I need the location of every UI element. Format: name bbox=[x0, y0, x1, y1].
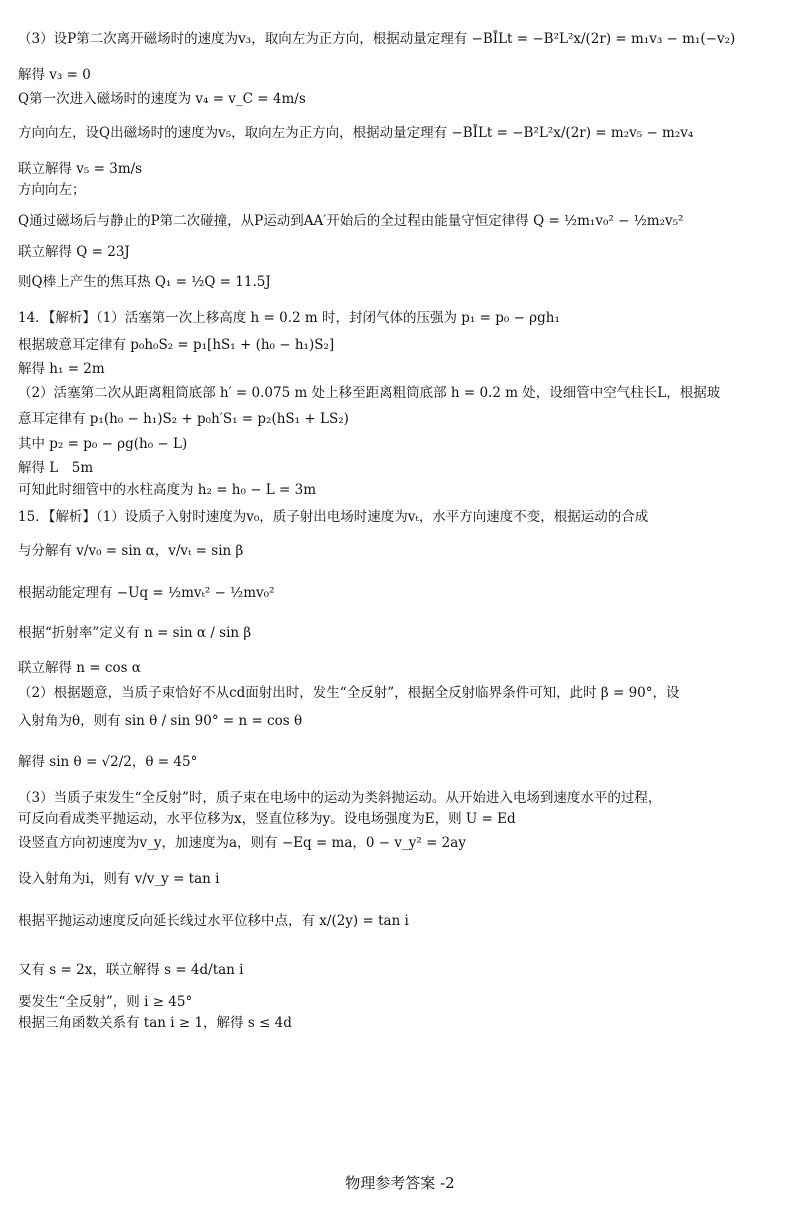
line-7: Q通过磁场后与静止的P第二次碰撞，从P运动到AA′开始后的全过程由能量守恒定律得 Q = ½m₁v₀² − ½m₂v₅² bbox=[18, 213, 684, 229]
line-15: 其中 p₂ = p₀ − ρg(h₀ − L) bbox=[18, 436, 188, 452]
line-11: 根据玻意耳定律有 p₀h₀S₂ = p₁[hS₁ + (h₀ − h₁)S₂] bbox=[18, 337, 335, 353]
line-17: 可知此时细管中的水柱高度为 h₂ = h₀ − L = 3m bbox=[18, 482, 317, 498]
line-19: 与分解有 v/v₀ = sin α，v/vₜ = sin β bbox=[18, 543, 244, 559]
line-6: 方向向左； bbox=[18, 182, 86, 198]
line-13: （2）活塞第二次从距离粗筒底部 h′ = 0.075 m 处上移至距离粗筒底部 h = 0.2 m 处，设细管中空气柱长L，根据玻 bbox=[18, 385, 721, 401]
line-30: 根据平抛运动速度反向延长线过水平位移中点，有 x/(2y) = tan i bbox=[18, 913, 409, 929]
page-footer: 物理参考答案 -2 bbox=[345, 1174, 455, 1192]
line-5: 联立解得 v₅ = 3m/s bbox=[18, 161, 143, 177]
line-24: 入射角为θ，则有 sin θ / sin 90° = n = cos θ bbox=[18, 713, 303, 729]
line-12: 解得 h₁ = 2m bbox=[18, 361, 105, 377]
line-33: 根据三角函数关系有 tan i ≥ 1，解得 s ≤ 4d bbox=[18, 1015, 292, 1031]
line-32: 要发生“全反射”，则 i ≥ 45° bbox=[18, 994, 193, 1010]
line-8: 联立解得 Q = 23J bbox=[18, 244, 130, 260]
line-14: 意耳定律有 p₁(h₀ − h₁)S₂ + p₀h′S₁ = p₂(hS₁ + LS₂) bbox=[18, 411, 349, 427]
line-20: 根据动能定理有 −Uq = ½mvₜ² − ½mv₀² bbox=[18, 585, 275, 601]
line-23: （2）根据题意，当质子束恰好不从cd面射出时，发生“全反射”，根据全反射临界条件可知，此时 β = 90°，设 bbox=[18, 685, 680, 701]
line-26: （3）当质子束发生“全反射”时，质子束在电场中的运动为类斜抛运动。从开始进入电场到速度水平的过程， bbox=[18, 790, 662, 806]
line-29: 设入射角为i，则有 v/v_y = tan i bbox=[18, 871, 220, 887]
line-1: （3）设P第二次离开磁场时的速度为v₃，取向左为正方向，根据动量定理有 −BĪLt = −B²L²x/(2r) = m₁v₃ − m₁(−v₂) bbox=[18, 31, 736, 47]
line-9: 则Q棒上产生的焦耳热 Q₁ = ½Q = 11.5J bbox=[18, 274, 271, 290]
line-10: 14．【解析】（1）活塞第一次上移高度 h = 0.2 m 时，封闭气体的压强为 p₁ = p₀ − ρgh₁ bbox=[18, 310, 560, 326]
line-31: 又有 s = 2x，联立解得 s = 4d/tan i bbox=[18, 962, 244, 978]
line-2: 解得 v₃ = 0 bbox=[18, 67, 91, 83]
line-21: 根据“折射率”定义有 n = sin α / sin β bbox=[18, 625, 252, 641]
line-28: 设竖直方向初速度为v_y，加速度为a，则有 −Eq = ma，0 − v_y² = 2ay bbox=[18, 835, 466, 851]
line-3: Q第一次进入磁场时的速度为 v₄ = v_C = 4m/s bbox=[18, 91, 306, 107]
line-4: 方向向左，设Q出磁场时的速度为v₅，取向左为正方向，根据动量定理有 −BĪLt = −B²L²x/(2r) = m₂v₅ − m₂v₄ bbox=[18, 125, 694, 141]
line-16: 解得 L 5m bbox=[18, 460, 94, 476]
line-22: 联立解得 n = cos α bbox=[18, 660, 141, 676]
line-25: 解得 sin θ = √2/2，θ = 45° bbox=[18, 754, 198, 770]
line-18: 15．【解析】（1）设质子入射时速度为v₀，质子射出电场时速度为vₜ，水平方向速度不变，根据运动的合成 bbox=[18, 509, 649, 525]
line-27: 可反向看成类平抛运动，水平位移为x，竖直位移为y。设电场强度为E，则 U = Ed bbox=[18, 811, 516, 827]
